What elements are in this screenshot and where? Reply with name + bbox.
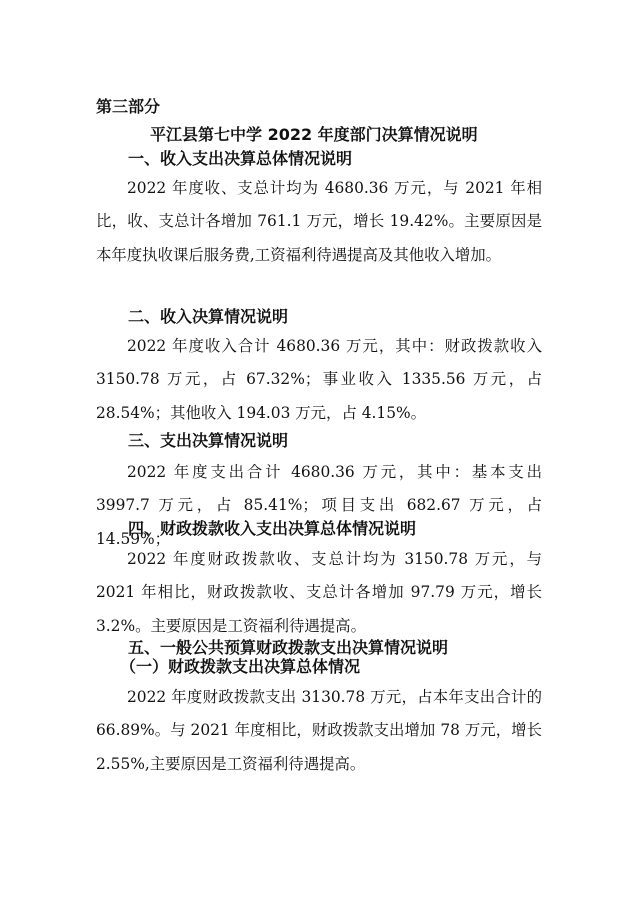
section-5-heading: 五、一般公共预算财政拨款支出决算情况说明 [128, 638, 449, 657]
section-1-paragraph: 2022 年度收、支总计均为 4680.36 万元，与 2021 年相比，收、支总计各增加 761.1 万元，增长 19.42%。主要原因是本年度执收课后服务费,工资福利待遇提高及其他收入增加。 [96, 179, 542, 264]
section-2-paragraph: 2022 年度收入合计 4680.36 万元，其中：财政拨款收入 3150.78 万元，占 67.32%；事业收入 1335.56 万元，占 28.54%；其他收入 194.03 万元，占 4.15%。 [96, 337, 542, 422]
document-title: 平江县第七中学 2022 年度部门决算情况说明 [150, 125, 478, 144]
section-3-heading: 三、支出决算情况说明 [128, 431, 289, 450]
section-5-subheading: （一）财政拨款支出决算总体情况 [120, 657, 361, 676]
part-label: 第三部分 [96, 97, 161, 116]
section-3-paragraph: 2022 年度支出合计 4680.36 万元，其中：基本支出 3997.7 万元，占 85.41%；项目支出 682.67 万元，占 14.59%； [96, 463, 542, 548]
section-5-paragraph: 2022 年度财政拨款支出 3130.78 万元，占本年支出合计的 66.89%。与 2021 年度相比，财政拨款支出增加 78 万元，增长 2.55%,主要原因是工资福利待遇提高。 [96, 688, 542, 773]
section-4-paragraph: 2022 年度财政拨款收、支总计均为 3150.78 万元，与 2021 年相比，财政拨款收、支总计各增加 97.79 万元，增长 3.2%。主要原因是工资福利待遇提高。 [96, 550, 542, 635]
section-4-heading: 四、财政拨款收入支出决算总体情况说明 [128, 519, 417, 538]
section-2-heading: 二、收入决算情况说明 [128, 307, 289, 326]
section-1-heading: 一、收入支出决算总体情况说明 [128, 149, 353, 168]
